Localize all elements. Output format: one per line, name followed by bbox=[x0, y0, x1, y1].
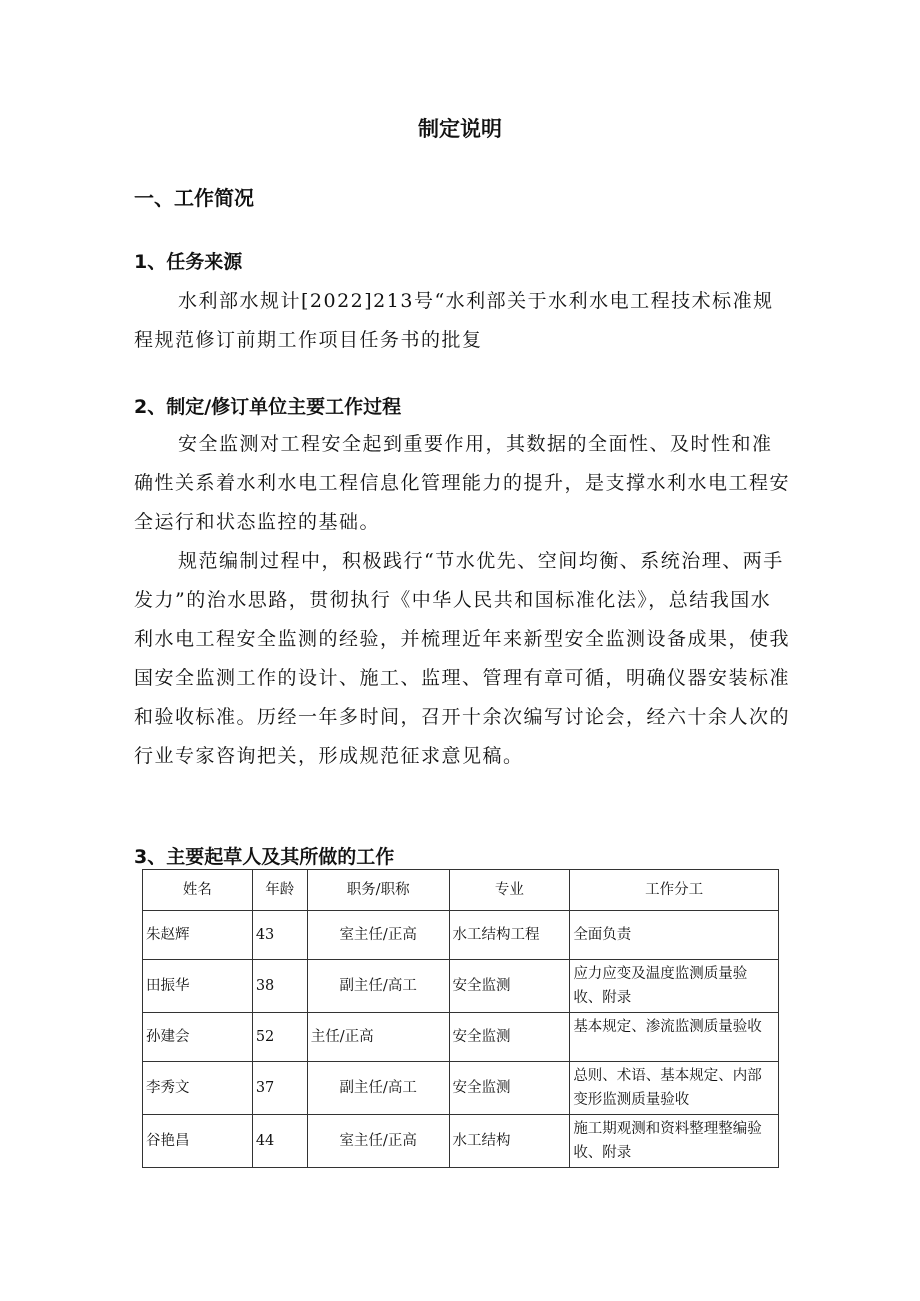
header-duties: 工作分工 bbox=[570, 870, 779, 911]
cell-name: 孙建会 bbox=[143, 1013, 253, 1062]
subheading-task-source: 1、任务来源 bbox=[134, 251, 243, 273]
header-name: 姓名 bbox=[143, 870, 253, 911]
cell-name: 谷艳昌 bbox=[143, 1115, 253, 1168]
subheading-main-drafters: 3、主要起草人及其所做的工作 bbox=[134, 846, 395, 868]
section-heading-work-overview: 一、工作简况 bbox=[134, 186, 254, 210]
table-header-row bbox=[143, 870, 779, 911]
cell-specialty: 水工结构 bbox=[449, 1115, 570, 1168]
drafters-table bbox=[142, 869, 779, 1168]
cell-duties: 应力应变及温度监测质量验收、附录 bbox=[570, 960, 779, 1013]
header-position: 职务/职称 bbox=[307, 870, 449, 911]
cell-age: 44 bbox=[252, 1115, 307, 1168]
cell-name: 朱赵辉 bbox=[143, 911, 253, 960]
work-process-body bbox=[134, 425, 790, 776]
table-row bbox=[143, 1115, 779, 1168]
task-source-text: 水利部水规计[2022]213号“水利部关于水利水电工程技术标准规程规范修订前期工作项目任务书的批复 bbox=[134, 290, 774, 351]
work-process-paragraph-2: 规范编制过程中，积极践行“节水优先、空间均衡、系统治理、两手发力”的治水思路，贯彻执行《中华人民共和国标准化法》，总结我国水利水电工程安全监测的经验，并梳理近年来新型安全监测设备成果，使我国安全监测工作的设计、施工、监理、管理有章可循，明确仪器安装标准和验收标准。历经一年多时间，召开十余次编写讨论会，经六十余人次的行业专家咨询把关，形成规范征求意见稿。 bbox=[134, 550, 791, 767]
work-process-paragraph-1: 安全监测对工程安全起到重要作用，其数据的全面性、及时性和准确性关系着水利水电工程信息化管理能力的提升，是支撑水利水电工程安全运行和状态监控的基础。 bbox=[134, 433, 791, 533]
cell-duties: 全面负责 bbox=[570, 911, 779, 960]
cell-specialty: 水工结构工程 bbox=[449, 911, 570, 960]
cell-duties: 总则、术语、基本规定、内部变形监测质量验收 bbox=[570, 1062, 779, 1115]
cell-name: 李秀文 bbox=[143, 1062, 253, 1115]
cell-age: 37 bbox=[252, 1062, 307, 1115]
table-row bbox=[143, 1013, 779, 1062]
table-row bbox=[143, 911, 779, 960]
cell-position: 室主任/正高 bbox=[307, 1115, 449, 1168]
cell-specialty: 安全监测 bbox=[449, 1062, 570, 1115]
cell-duties: 基本规定、渗流监测质量验收 bbox=[570, 1013, 779, 1062]
cell-name: 田振华 bbox=[143, 960, 253, 1013]
cell-specialty: 安全监测 bbox=[449, 960, 570, 1013]
table-row bbox=[143, 1062, 779, 1115]
cell-age: 38 bbox=[252, 960, 307, 1013]
cell-position: 副主任/高工 bbox=[307, 960, 449, 1013]
cell-duties: 施工期观测和资料整理整编验收、附录 bbox=[570, 1115, 779, 1168]
cell-position: 副主任/高工 bbox=[307, 1062, 449, 1115]
cell-age: 43 bbox=[252, 911, 307, 960]
header-age: 年龄 bbox=[252, 870, 307, 911]
cell-position: 室主任/正高 bbox=[307, 911, 449, 960]
cell-specialty: 安全监测 bbox=[449, 1013, 570, 1062]
table-row bbox=[143, 960, 779, 1013]
cell-age: 52 bbox=[252, 1013, 307, 1062]
cell-position: 主任/正高 bbox=[307, 1013, 449, 1062]
document-title: 制定说明 bbox=[418, 117, 502, 141]
task-source-paragraph bbox=[134, 282, 790, 360]
header-specialty: 专业 bbox=[449, 870, 570, 911]
subheading-work-process: 2、制定/修订单位主要工作过程 bbox=[134, 396, 402, 418]
